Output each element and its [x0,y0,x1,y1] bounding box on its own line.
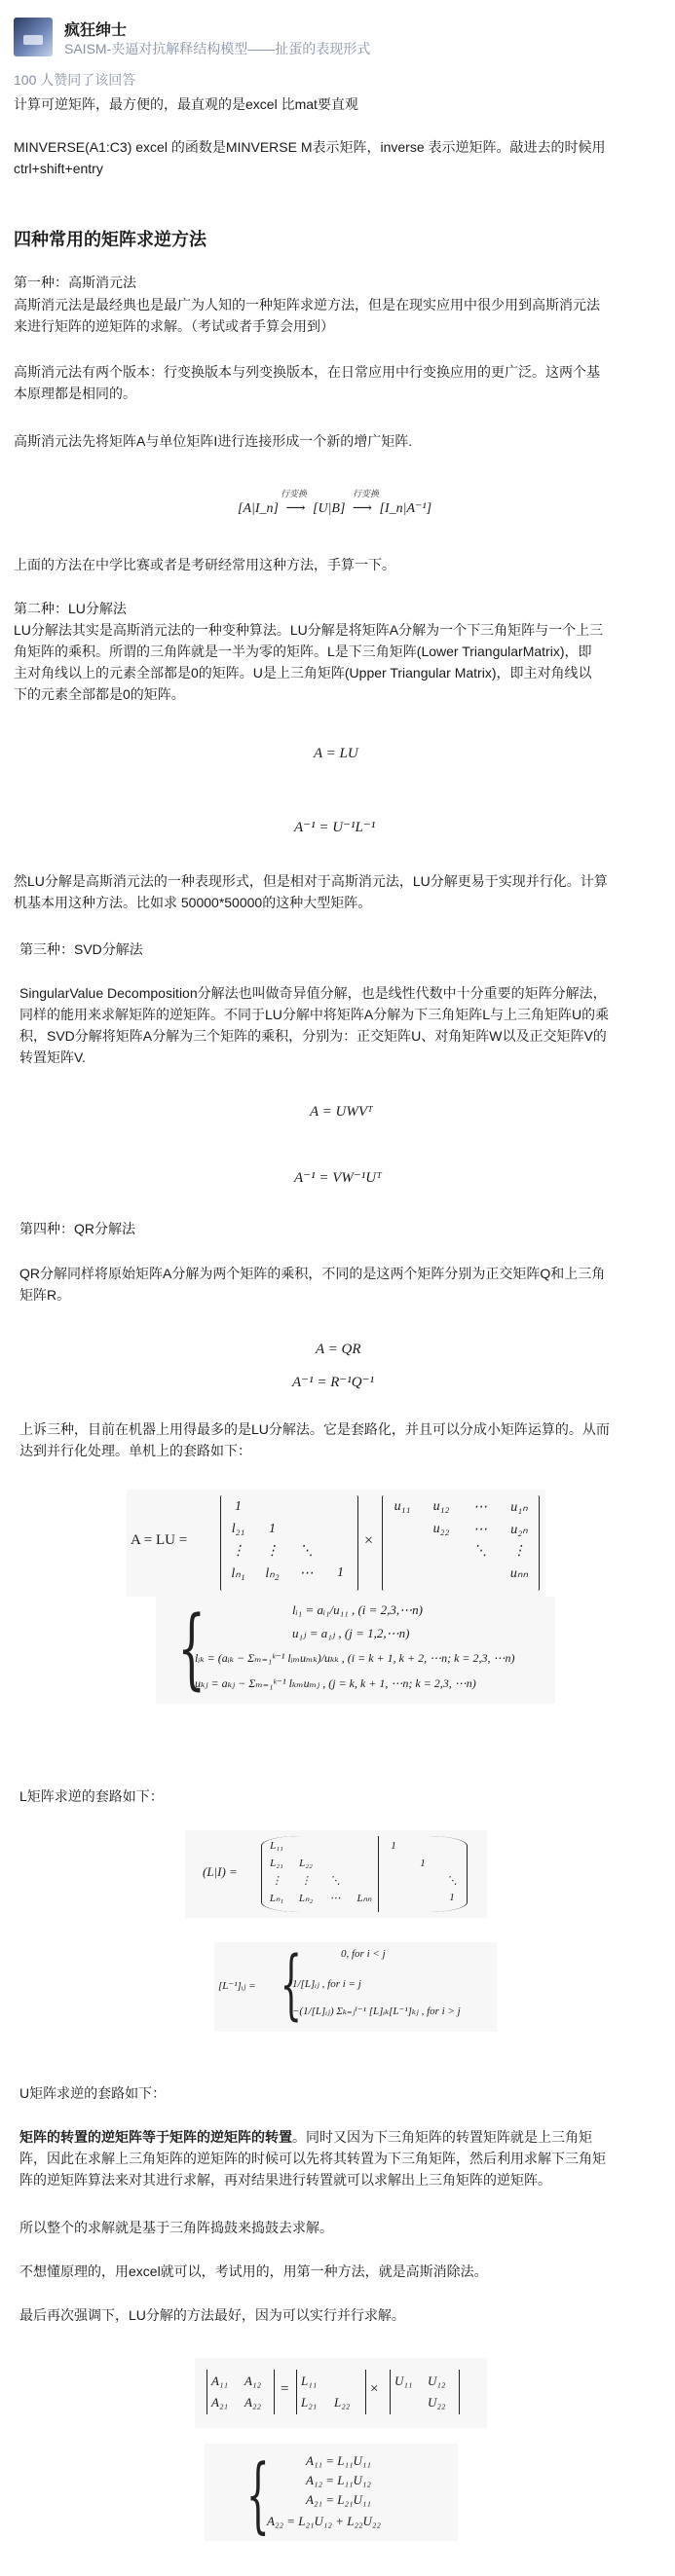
paragraph-line: 高斯消元法是最经典也是最广为人知的一种矩阵求逆方法，但是在现实应用中很少用到高斯消元法 [14,297,600,313]
intro-line: ctrl+shift+entry [14,161,103,176]
matrix-cell: u₁₁ [394,1499,411,1514]
matrix-cell: L₁₁ [270,1840,283,1852]
lu-eq: u₁ⱼ = a₁ⱼ , (j = 1,2,⋯n) [292,1626,410,1640]
matrix-cell: L₁₁ [301,2374,318,2388]
paragraph-line: 同样的能用来求解矩阵的逆矩阵。不同于LU分解中将矩阵A分解为下三角矩阵L与上三角矩阵U的乘 [19,1007,610,1022]
vote-count: 100 人赞同了该回答 [14,72,136,88]
left-brace: { [245,2447,270,2542]
matrix-cell: ⋮ [231,1544,245,1559]
matrix-cell: ⋮ [271,1875,282,1887]
matrix-cell: A₁₁ [211,2374,228,2388]
paragraph-line: 来进行矩阵的逆矩阵的求解。（考试或者手算会用到） [14,318,334,334]
paragraph-line: 本原理都是相同的。 [14,386,136,401]
paragraph-line [19,2127,592,2147]
matrix-cell: 1 [420,1857,426,1869]
answer-header [14,14,656,62]
lu-matrix-image [127,1490,545,1597]
matrix-cell: ⋱ [329,1875,341,1887]
matrix-cell: ⋯ [473,1522,487,1537]
author-name[interactable]: 疯狂绅士 [64,22,128,39]
lu-eq: uₖⱼ = aₖⱼ − Σₘ₌₁ᵏ⁻¹ lₖₘuₘⱼ , (j = k, k + 1, ⋯n; k = 2,3, ⋯n) [195,1676,476,1690]
matrix-cell: 1 [391,1840,396,1852]
lu-title: 第二种：LU分解法 [14,601,127,616]
paragraph-line: 矩阵R。 [19,1287,71,1303]
linv-lhs: [L⁻¹]ᵢⱼ = [218,1980,256,1992]
times-sign: × [364,1532,374,1549]
matrix-cell: U₁₁ [394,2374,413,2388]
paragraph-line: 主对角线以上的元素全部都是0的矩阵。U是上三角矩阵(Upper Triangular Matrix)，即主对角线以 [14,665,592,681]
paragraph-line: 不想懂原理的，用excel就可以，考试用的，用第一种方法，就是高斯消除法。 [19,2263,488,2279]
block-eq: A₂₁ = L₂₁U₁₁ [306,2492,371,2507]
li-left-matrix [261,1836,379,1912]
paragraph-line: 所以整个的求解就是基于三角阵捣鼓来捣鼓去求解。 [19,2220,333,2235]
paragraph-line: 机基本用这种方法。比如求 50000*50000的这种大型矩阵。 [14,895,372,910]
matrix-cell: 1 [269,1521,276,1536]
matrix-cell: L₂₂ [299,1857,313,1869]
uinv-label: U矩阵求逆的套路如下： [19,2085,167,2101]
block-eq: A₁₁ = L₁₁U₁₁ [306,2453,371,2468]
matrix-cell: u₂ₙ [510,1522,528,1537]
matrix-cell: Lₙ₂ [298,1892,314,1904]
paragraph-line: 角矩阵的乘积。所谓的三角阵就是一半为零的矩阵。L是下三角矩阵(Lower TriangularMatrix)，即 [14,644,592,659]
qr-formula-2: A⁻¹ = R⁻¹Q⁻¹ [292,1375,375,1390]
paragraph-line: 上诉三种，目前在机器上用得最多的是LU分解法。它是套路化，并且可以分成小矩阵运算的。从而 [19,1421,610,1437]
block-equations-image [205,2444,458,2541]
linv-case: 1/[L]ᵢⱼ , for i = j [292,1978,361,1990]
matrix-cell: l₂₁ [231,1521,245,1536]
matrix-cell: ⋱ [299,1544,314,1559]
paragraph-line: 转置矩阵V. [19,1049,86,1065]
gauss-title: 第一种：高斯消元法 [14,275,136,290]
paragraph-line: 达到并行化处理。单机上的套路如下： [19,1443,251,1458]
matrix-cell: 1 [449,1891,455,1903]
lu-eq: lᵢₖ = (aᵢₖ − Σₘ₌₁ᵏ⁻¹ lᵢₘuₘₖ)/uₖₖ , (i = k + 1, k + 2, ⋯n; k = 2,3, ⋯n) [195,1651,515,1665]
matrix-cell: L₂₁ [301,2395,318,2410]
matrix-cell: ⋮ [265,1544,280,1559]
matrix-cell: Lₙₙ [356,1892,372,1904]
paragraph-line: 积，SVD分解将矩阵A分解为三个矩阵的乘积，分别为：正交矩阵U、对角矩阵W以及正交矩阵V的 [19,1028,607,1044]
author-avatar[interactable] [14,18,53,56]
li-right-matrix [378,1836,468,1912]
left-brace: { [177,1598,206,1700]
lower-matrix [220,1495,358,1591]
intro-line: 计算可逆矩阵，最方便的，最直观的是excel 比mat要直观 [14,96,358,112]
matrix-cell: L₂₁ [270,1857,283,1869]
matrix-cell: A₂₂ [244,2395,261,2410]
matrix-cell: uₙₙ [509,1565,529,1581]
matrix-cell: ⋮ [512,1544,526,1559]
matrix-cell: ⋯ [299,1565,314,1581]
paragraph-line: 高斯消元法有两个版本：行变换版本与列变换版本，在日常应用中行变换应用的更广泛。这两个基 [14,364,600,380]
op-label-1: 行变换 [281,489,308,498]
block-eq: A₂₂ = L₂₁U₁₂ + L₂₂U₂₂ [267,2514,381,2528]
lu-formula-1: A = LU [314,746,358,761]
author-headline: SAISM-夹逼对抗解释结构模型——扯蛋的表现形式 [64,41,371,56]
svd-formula-1: A = UWVᵀ [310,1104,373,1120]
matrix-cell: lₙ₁ [231,1565,245,1581]
equals-sign: = [281,2381,289,2397]
linv-case: −(1/[L]ᵢⱼ) Σₖ₌ⱼⁱ⁻¹ [L]ᵢₖ[L⁻¹]ₖⱼ , for i > j [292,2006,461,2017]
matrix-cell: ⋮ [300,1875,312,1887]
paragraph-line: 阵的逆矩阵算法来对其进行求解，再对结果进行转置就可以求解出上三角矩阵的逆矩阵。 [19,2172,551,2188]
times-sign: × [370,2381,379,2397]
paragraph-line: 下的元素全部都是0的矩阵。 [14,686,185,702]
gauss-formula [234,487,438,530]
matrix-cell: u₁ₙ [510,1500,528,1515]
matrix-cell: Lₙ₁ [269,1892,284,1904]
paragraph-line: 最后再次强调下，LU分解的方法最好，因为可以实行并行求解。 [19,2307,405,2323]
matrix-cell: lₙ₂ [265,1565,280,1581]
paragraph-line: LU分解法其实是高斯消元法的一种变种算法。LU分解是将矩阵A分解为一个下三角矩阵与一个上三 [14,622,604,638]
upper-matrix [382,1495,540,1591]
block-matrix-l [296,2370,366,2414]
paragraph-line: QR分解同样将原始矩阵A分解为两个矩阵的乘积，不同的是这两个矩阵分别为正交矩阵Q和上三角 [19,1266,606,1281]
block-matrix-image [195,2358,487,2428]
linv-case: 0, for i < j [341,1948,386,1960]
paragraph-line: 然LU分解是高斯消元法的一种表现形式，但是相对于高斯消元法，LU分解更易于实现并行化。计算 [14,873,608,889]
gauss-formula-text: [A|I_n] ⟶ [U|B] ⟶ [I_n|A⁻¹] [238,501,432,516]
li-lhs: (L|I) = [203,1864,238,1879]
matrix-cell: ⋱ [473,1544,487,1559]
paragraph-line: SingularValue Decomposition分解法也叫做奇异值分解，也是线性代数中十分重要的矩阵分解法， [19,985,607,1001]
lu-formula-2: A⁻¹ = U⁻¹L⁻¹ [294,820,376,835]
qr-title: 第四种：QR分解法 [19,1221,135,1236]
paragraph-line: 上面的方法在中学比赛或者是考研经常用这种方法，手算一下。 [14,557,395,572]
li-matrix-image [185,1830,487,1918]
paragraph-line: 高斯消元法先将矩阵A与单位矩阵I进行连接形成一个新的增广矩阵. [14,433,413,449]
matrix-cell: ⋯ [473,1500,487,1515]
linv-cases-image [214,1942,497,2032]
intro-line: MINVERSE(A1:C3) excel 的函数是MINVERSE M表示矩阵，inverse 表示逆矩阵。敲进去的时候用 [14,139,606,155]
op-label-2: 行变换 [353,489,380,498]
linv-label: L矩阵求逆的套路如下： [19,1788,164,1804]
block-matrix-u [390,2370,460,2414]
matrix-cell: ⋯ [329,1892,341,1904]
bold-statement: 矩阵的转置的逆矩阵等于矩阵的逆矩阵的转置 [19,2129,292,2145]
block-matrix-a [206,2370,275,2414]
left-brace: { [280,1941,302,2029]
matrix-cell: A₂₁ [211,2395,228,2410]
statement-rest: 。同时又因为下三角矩阵的转置矩阵就是上三角矩 [292,2129,592,2145]
matrix-cell: L₂₂ [334,2395,351,2410]
matrix-cell: 1 [235,1499,242,1514]
qr-formula-1: A = QR [316,1342,361,1357]
section-title: 四种常用的矩阵求逆方法 [14,230,206,249]
matrix-cell: u₁₂ [432,1499,450,1514]
matrix-cell: 1 [337,1564,344,1580]
matrix-cell: ⋱ [446,1875,458,1887]
lu-equations-image [156,1597,555,1704]
block-eq: A₁₂ = L₁₁U₁₂ [306,2473,371,2487]
lu-lhs: A = LU = [131,1532,188,1548]
matrix-cell: U₂₂ [428,2395,446,2410]
matrix-cell: u₂₂ [432,1521,450,1536]
lu-eq: lᵢ₁ = aᵢ₁/u₁₁ , (i = 2,3,⋯n) [292,1602,423,1617]
svd-title: 第三种：SVD分解法 [19,941,143,957]
matrix-cell: A₁₂ [244,2374,261,2388]
svd-formula-2: A⁻¹ = VW⁻¹Uᵀ [294,1170,382,1186]
matrix-cell: U₁₂ [428,2374,446,2388]
paragraph-line: 阵，因此在求解上三角矩阵的逆矩阵的时候可以先将其转置为下三角矩阵，然后利用求解下三角矩 [19,2151,606,2166]
